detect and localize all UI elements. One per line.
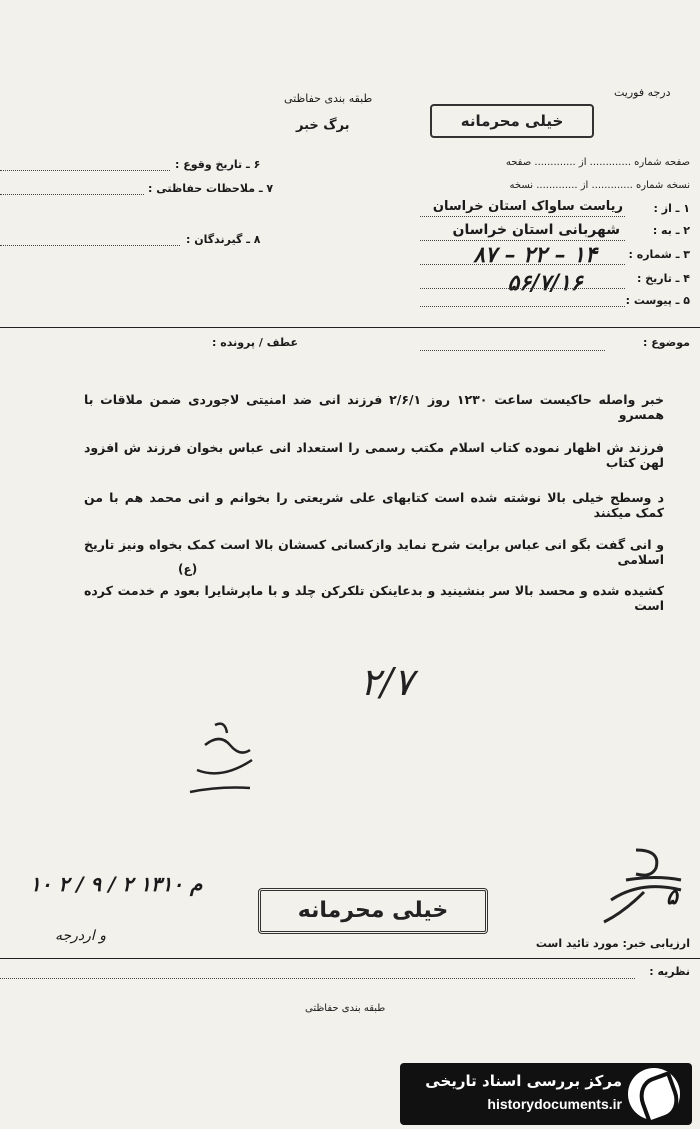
security-notes-label: ۷ ـ ملاحظات حفاظتی : (148, 182, 274, 195)
archive-website[interactable]: historydocuments.ir (487, 1096, 622, 1112)
opinion-label: نظریه : (649, 965, 690, 978)
margin-left-number: ۱۰ ۲ / ۹ / ۲ ۱۳۱۰ م (30, 872, 203, 896)
body-line-5: کشیده شده و محسد بالا سر بنشینید و بدعاینکن تلکرکن چلد و با ماپرشایرا بعود م خدمت کرده است (84, 583, 664, 613)
page-number: صفحه شماره ............. از ............. صفحه (505, 157, 690, 168)
field-to-label: ۲ ـ به : (652, 224, 690, 237)
form-name: برگ خبر (296, 118, 350, 133)
footer-classification: طبقه بندی حفاظتی (305, 1003, 386, 1014)
field-attachment-label: ۵ ـ پیوست : (625, 294, 690, 307)
field-line-3 (420, 264, 625, 265)
subject-label: موضوع : (643, 336, 690, 349)
field-date-label: ۴ ـ تاریخ : (636, 272, 690, 285)
top-stamp: خیلی محرمانه (430, 104, 594, 138)
copy-number: نسخه شماره ............. از ............. نسخه (509, 180, 690, 191)
field-number-value: ۸۷ – ۲۲ – ۱۴ (473, 242, 597, 268)
field-number-label: ۳ ـ شماره : (628, 248, 690, 261)
priority-label: درجه فوریت (614, 86, 671, 99)
opinion-line (0, 978, 635, 979)
classification-label: طبقه بندی حفاظتی (284, 92, 373, 105)
body-line-2: فرزند ش اظهار نموده کتاب اسلام مکتب رسمی را استعداد انی عباس بخوان فرزند ش افزود لهن کتاب (84, 440, 664, 470)
field-to-value: شهربانی استان خراسان (452, 222, 620, 238)
approval-line: ارزیابی خبر: مورد تائید است (535, 937, 690, 950)
margin-left-sub: و اردرجه (55, 928, 107, 944)
field-line-1 (420, 216, 625, 217)
recipients-label: ۸ ـ گیرندگان : (186, 233, 261, 246)
reference-label: عطف / پرونده : (212, 336, 299, 349)
signature-scribble (185, 710, 275, 800)
subject-line (420, 350, 605, 351)
right-signature (596, 840, 696, 930)
approval-separator (0, 958, 700, 959)
field-line-5 (420, 306, 625, 307)
recipients-line (0, 245, 180, 246)
body-line-1: خبر واصله حاکیست ساعت ۱۲۳۰ روز ۲/۶/۱ فرزند انی ضد امنیتی لاجوردی ضمن ملاقات با همسرو (84, 392, 664, 422)
security-notes-line (0, 194, 144, 195)
field-from-value: ریاست ساواک استان خراسان (432, 199, 623, 214)
header-separator (0, 327, 700, 328)
field-line-2 (420, 240, 625, 241)
date-event-line (0, 170, 170, 171)
field-date-value: ۵۶/۷/۱۶ (507, 270, 583, 296)
ayn-mark: (ع) (178, 562, 198, 576)
signature-number: ۵ (666, 884, 678, 910)
bottom-stamp: خیلی محرمانه (258, 888, 488, 934)
archive-name: مرکز بررسی اسناد تاریخی (425, 1072, 622, 1090)
date-event-label: ۶ ـ تاریخ وقوع : (175, 158, 261, 171)
body-line-4: و انی گفت بگو انی عباس برایت شرح نماید وازکسانی کسشان بالا است کمک بخواه ونیز تاریخ اسلامی (84, 537, 664, 567)
field-line-4 (420, 288, 625, 289)
body-line-3: د وسطح خیلی بالا نوشته شده است کتابهای علی شریعتی را بخوانم و انی محمد هم با من کمک میکنند (84, 490, 664, 520)
handwritten-mark: ۲/۷ (360, 660, 414, 704)
field-from-label: ۱ ـ از : (653, 202, 690, 215)
